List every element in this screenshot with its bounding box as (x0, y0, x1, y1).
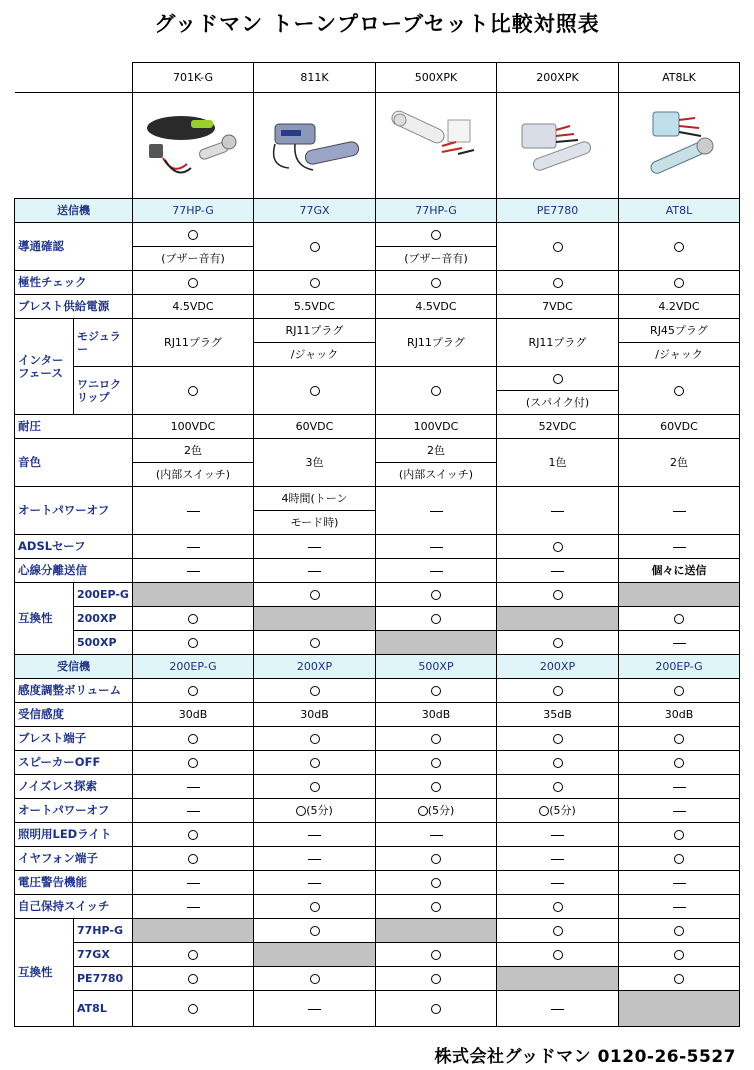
na-cell (497, 967, 619, 991)
dash-mark (497, 559, 619, 583)
transmitter-name: 77HP-G (133, 199, 254, 223)
row-label-tone: 音色 (15, 439, 133, 487)
dash-mark (497, 871, 619, 895)
value-cell: 35dB (497, 703, 619, 727)
model-name: 500XPK (376, 63, 497, 93)
check-mark (497, 679, 619, 703)
value-cell: 個々に送信 (619, 559, 740, 583)
dash-mark (497, 991, 619, 1027)
product-photo-701k-g (133, 93, 254, 199)
row-label-adsl: ADSLセーフ (15, 535, 133, 559)
value-cell: 60VDC (254, 415, 376, 439)
compat-label: 77HP-G (74, 919, 133, 943)
transmitter-section-header: 送信機 (15, 199, 133, 223)
compat-label: 200XP (74, 607, 133, 631)
row-label-modular: モジュラ ー (74, 319, 133, 367)
check-mark (254, 775, 376, 799)
dash-mark (133, 799, 254, 823)
row-label-interface: インター フェース (15, 319, 74, 415)
product-photo-811k (254, 93, 376, 199)
check-mark (376, 895, 497, 919)
value-cell: 30dB (254, 703, 376, 727)
value-cell: RJ11プラグ (254, 319, 376, 343)
check-mark (619, 943, 740, 967)
compat-label: AT8L (74, 991, 133, 1027)
check-mark (376, 727, 497, 751)
check-mark (254, 751, 376, 775)
check-mark (254, 223, 376, 271)
dash-mark (133, 871, 254, 895)
model-name: AT8LK (619, 63, 740, 93)
check-mark (497, 535, 619, 559)
check-mark (254, 727, 376, 751)
dash-mark (497, 847, 619, 871)
check-mark (254, 919, 376, 943)
dash-mark (254, 991, 376, 1027)
note-cell: (内部スイッチ) (133, 463, 254, 487)
company-footer: 株式会社グッドマン 0120-26-5527 (434, 1047, 736, 1067)
check-mark (133, 727, 254, 751)
check-mark (619, 919, 740, 943)
dash-mark (619, 487, 740, 535)
check-mark-5min: (5分) (376, 799, 497, 823)
dash-mark (376, 487, 497, 535)
dash-mark (376, 823, 497, 847)
row-label-auto-power-off-rx: オートパワーオフ (15, 799, 133, 823)
check-mark (497, 631, 619, 655)
row-label-separate: 心線分離送信 (15, 559, 133, 583)
product-photo-200xpk (497, 93, 619, 199)
check-mark (376, 367, 497, 415)
value-cell: /ジャック (254, 343, 376, 367)
value-cell: RJ11プラグ (133, 319, 254, 367)
na-cell (376, 631, 497, 655)
check-mark (619, 271, 740, 295)
check-mark (133, 847, 254, 871)
check-mark (376, 967, 497, 991)
na-cell (619, 583, 740, 607)
receiver-name: 500XP (376, 655, 497, 679)
dash-mark (254, 559, 376, 583)
check-mark (497, 919, 619, 943)
comparison-table (14, 62, 740, 1027)
dash-mark (133, 775, 254, 799)
row-label-compat-rx: 互換性 (15, 919, 74, 1027)
product-photo-500xpk (376, 93, 497, 199)
dash-mark (133, 487, 254, 535)
check-mark (376, 943, 497, 967)
transmitter-name: PE7780 (497, 199, 619, 223)
dash-mark (254, 823, 376, 847)
check-mark-5min: (5分) (254, 799, 376, 823)
check-mark (133, 607, 254, 631)
check-mark (497, 895, 619, 919)
dash-mark (376, 535, 497, 559)
note-cell: (スパイク付) (497, 391, 619, 415)
value-cell: 30dB (133, 703, 254, 727)
check-mark (376, 871, 497, 895)
check-mark (133, 991, 254, 1027)
check-mark (254, 895, 376, 919)
check-mark (619, 847, 740, 871)
row-label-compat-tx: 互換性 (15, 583, 74, 655)
na-cell (133, 583, 254, 607)
dash-mark (619, 799, 740, 823)
check-mark (497, 775, 619, 799)
note-cell: (内部スイッチ) (376, 463, 497, 487)
na-cell (254, 607, 376, 631)
check-mark (619, 679, 740, 703)
page-title: グッドマン トーンプローブセット比較対照表 (154, 12, 600, 36)
check-mark (133, 967, 254, 991)
check-mark (497, 271, 619, 295)
dash-mark (619, 871, 740, 895)
check-mark (133, 823, 254, 847)
value-cell: 100VDC (376, 415, 497, 439)
check-mark (619, 751, 740, 775)
value-cell: 30dB (619, 703, 740, 727)
check-mark (497, 727, 619, 751)
check-mark (376, 583, 497, 607)
dash-mark (133, 559, 254, 583)
corner-cell (15, 63, 133, 93)
check-mark (619, 967, 740, 991)
value-cell: 4時間(トーン (254, 487, 376, 511)
check-mark (133, 679, 254, 703)
value-cell: 4.2VDC (619, 295, 740, 319)
check-mark (254, 967, 376, 991)
check-mark (254, 679, 376, 703)
check-mark (619, 223, 740, 271)
check-mark (376, 607, 497, 631)
model-name: 811K (254, 63, 376, 93)
row-label-polarity: 極性チェック (15, 271, 133, 295)
row-label-auto-power-off: オートパワーオフ (15, 487, 133, 535)
compat-label: PE7780 (74, 967, 133, 991)
check-mark (376, 679, 497, 703)
check-mark (376, 775, 497, 799)
check-mark (133, 631, 254, 655)
check-mark (133, 367, 254, 415)
check-mark (619, 367, 740, 415)
transmitter-name: AT8L (619, 199, 740, 223)
row-label-continuity: 導通確認 (15, 223, 133, 271)
check-mark-5min: (5分) (497, 799, 619, 823)
check-mark (619, 823, 740, 847)
check-mark (376, 271, 497, 295)
note-cell: (ブザー音有) (376, 247, 497, 271)
value-cell: 7VDC (497, 295, 619, 319)
dash-mark (133, 895, 254, 919)
compat-label: 77GX (74, 943, 133, 967)
value-cell: RJ11プラグ (376, 319, 497, 367)
row-label-speaker-off: スピーカーOFF (15, 751, 133, 775)
dash-mark (619, 895, 740, 919)
value-cell: 3色 (254, 439, 376, 487)
value-cell: 5.5VDC (254, 295, 376, 319)
na-cell (497, 607, 619, 631)
check-mark (133, 271, 254, 295)
check-mark (497, 751, 619, 775)
check-mark (133, 751, 254, 775)
check-mark (497, 943, 619, 967)
check-mark (497, 583, 619, 607)
value-cell: 60VDC (619, 415, 740, 439)
product-photo-at8lk (619, 93, 740, 199)
check-mark (619, 607, 740, 631)
compat-label: 500XP (74, 631, 133, 655)
receiver-section-header: 受信機 (15, 655, 133, 679)
row-label-sensitivity: 受信感度 (15, 703, 133, 727)
check-mark (254, 583, 376, 607)
check-mark (254, 367, 376, 415)
check-mark (376, 847, 497, 871)
check-mark (254, 271, 376, 295)
value-cell: モード時) (254, 511, 376, 535)
model-name: 701K-G (133, 63, 254, 93)
na-cell (133, 919, 254, 943)
dash-mark (619, 535, 740, 559)
row-label-voltage-warning: 電圧警告機能 (15, 871, 133, 895)
check-mark (497, 367, 619, 391)
row-label-volume: 感度調整ボリューム (15, 679, 133, 703)
receiver-name: 200XP (497, 655, 619, 679)
check-mark (376, 751, 497, 775)
receiver-name: 200EP-G (619, 655, 740, 679)
compat-label: 200EP-G (74, 583, 133, 607)
value-cell: /ジャック (619, 343, 740, 367)
check-mark (133, 223, 254, 247)
dash-mark (133, 535, 254, 559)
dash-mark (254, 871, 376, 895)
dash-mark (497, 823, 619, 847)
row-label-hold-switch: 自己保持スイッチ (15, 895, 133, 919)
value-cell: 2色 (619, 439, 740, 487)
note-cell: (ブザー音有) (133, 247, 254, 271)
check-mark (376, 223, 497, 247)
value-cell: 2色 (133, 439, 254, 463)
transmitter-name: 77GX (254, 199, 376, 223)
row-label-earphone: イヤフォン端子 (15, 847, 133, 871)
model-name: 200XPK (497, 63, 619, 93)
receiver-name: 200XP (254, 655, 376, 679)
check-mark (376, 991, 497, 1027)
value-cell: 2色 (376, 439, 497, 463)
value-cell: 30dB (376, 703, 497, 727)
row-label-withstand: 耐圧 (15, 415, 133, 439)
value-cell: 4.5VDC (133, 295, 254, 319)
na-cell (376, 919, 497, 943)
dash-mark (254, 535, 376, 559)
na-cell (619, 991, 740, 1027)
dash-mark (619, 775, 740, 799)
value-cell: RJ11プラグ (497, 319, 619, 367)
value-cell: 4.5VDC (376, 295, 497, 319)
check-mark (254, 631, 376, 655)
row-label-led: 照明用LEDライト (15, 823, 133, 847)
check-mark (497, 223, 619, 271)
row-label-butt-terminal: ブレスト端子 (15, 727, 133, 751)
corner-cell (15, 93, 133, 199)
value-cell: 100VDC (133, 415, 254, 439)
check-mark (619, 727, 740, 751)
value-cell: 1色 (497, 439, 619, 487)
row-label-noiseless: ノイズレス探索 (15, 775, 133, 799)
value-cell: RJ45プラグ (619, 319, 740, 343)
transmitter-name: 77HP-G (376, 199, 497, 223)
row-label-power: ブレスト供給電源 (15, 295, 133, 319)
dash-mark (376, 559, 497, 583)
receiver-name: 200EP-G (133, 655, 254, 679)
na-cell (254, 943, 376, 967)
value-cell: 52VDC (497, 415, 619, 439)
row-label-alligator-clip: ワニロク リップ (74, 367, 133, 415)
dash-mark (254, 847, 376, 871)
dash-mark (619, 631, 740, 655)
dash-mark (497, 487, 619, 535)
check-mark (133, 943, 254, 967)
